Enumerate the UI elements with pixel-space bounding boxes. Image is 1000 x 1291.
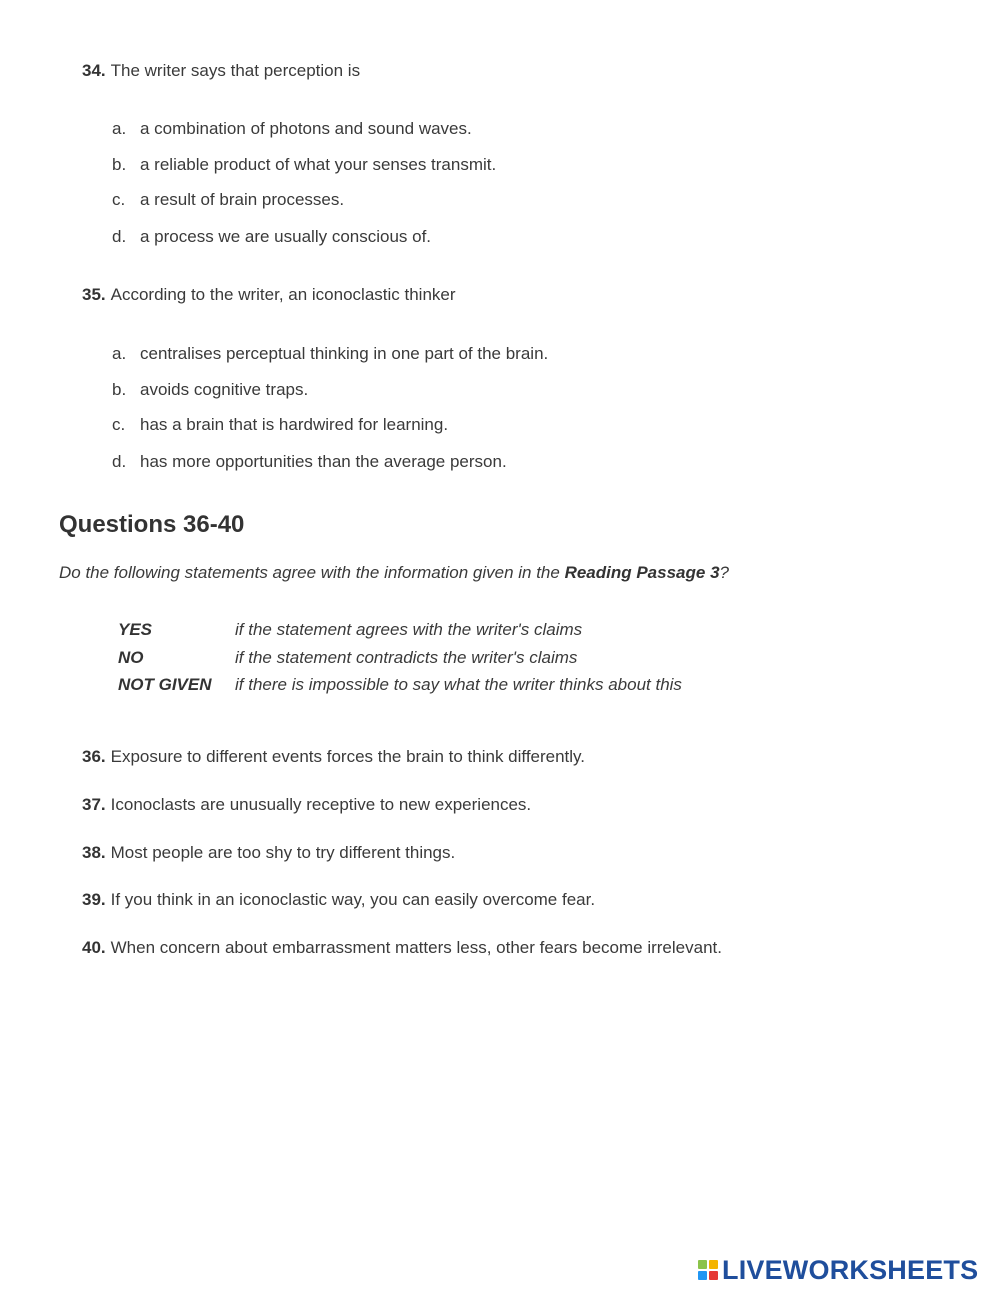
option-text: a reliable product of what your senses transmit. — [140, 155, 497, 174]
answer-key-meaning: if the statement contradicts the writer's claims — [235, 648, 578, 667]
answer-key-meaning: if the statement agrees with the writer's claims — [235, 620, 583, 639]
instruction-bold-text: Reading Passage 3 — [564, 563, 720, 582]
option-text: a result of brain processes. — [140, 190, 345, 209]
statement-36 — [82, 746, 585, 768]
answer-key-row — [118, 674, 682, 696]
question-34-option-c[interactable] — [112, 190, 344, 210]
option-text: avoids cognitive traps. — [140, 380, 309, 399]
question-35-stem — [82, 285, 456, 305]
statement-number: 39. — [82, 890, 106, 909]
question-text: According to the writer, an iconoclastic thinker — [110, 285, 456, 304]
statement-text: If you think in an iconoclastic way, you can easily overcome fear. — [110, 890, 596, 909]
liveworksheets-logo — [698, 1256, 978, 1284]
statement-39 — [82, 889, 595, 911]
statement-text: Most people are too shy to try different things. — [110, 843, 456, 862]
option-letter: d. — [112, 227, 127, 246]
question-35-option-a[interactable] — [112, 344, 548, 364]
option-text: a combination of photons and sound waves. — [140, 119, 472, 138]
option-letter: a. — [112, 119, 127, 138]
question-text: The writer says that perception is — [110, 61, 361, 80]
question-number: 35. — [82, 285, 106, 304]
statement-37 — [82, 794, 531, 816]
statement-number: 38. — [82, 843, 106, 862]
question-35-option-b[interactable] — [112, 380, 308, 400]
statement-text: Iconoclasts are unusually receptive to new experiences. — [110, 795, 532, 814]
option-letter: d. — [112, 452, 127, 471]
question-34-option-d[interactable] — [112, 227, 431, 247]
option-letter: b. — [112, 155, 127, 174]
instruction-end: ? — [719, 563, 729, 582]
statement-38 — [82, 842, 455, 864]
option-text: a process we are usually conscious of. — [140, 227, 432, 246]
option-text: has a brain that is hardwired for learning. — [140, 415, 449, 434]
question-35-option-d[interactable] — [112, 452, 507, 472]
question-34-option-a[interactable] — [112, 119, 472, 139]
logo-square — [698, 1260, 707, 1269]
logo-square — [709, 1260, 718, 1269]
answer-key-label: YES — [118, 620, 153, 639]
question-35-option-c[interactable] — [112, 415, 448, 435]
answer-key-label: NOT GIVEN — [118, 675, 212, 694]
statement-text: When concern about embarrassment matters less, other fears become irrelevant. — [110, 938, 722, 957]
option-letter: c. — [112, 415, 126, 434]
option-letter: b. — [112, 380, 127, 399]
answer-key-row — [118, 647, 577, 669]
statement-number: 37. — [82, 795, 106, 814]
question-34-option-b[interactable] — [112, 155, 496, 175]
option-letter: c. — [112, 190, 126, 209]
option-text: has more opportunities than the average person. — [140, 452, 507, 471]
answer-key-meaning: if there is impossible to say what the writer thinks about this — [235, 675, 682, 694]
answer-key-row — [118, 619, 582, 641]
logo-text: LIVEWORKSHEETS — [722, 1255, 979, 1285]
instruction-text: Do the following statements agree with the information given in the — [59, 563, 565, 582]
option-text: centralises perceptual thinking in one part of the brain. — [140, 344, 549, 363]
statement-number: 36. — [82, 747, 106, 766]
section-title: Questions 36-40 — [59, 511, 245, 538]
answer-key-label: NO — [118, 648, 144, 667]
option-letter: a. — [112, 344, 127, 363]
question-number: 34. — [82, 61, 106, 80]
logo-square — [698, 1271, 707, 1280]
statement-number: 40. — [82, 938, 106, 957]
logo-squares-icon — [698, 1260, 718, 1280]
question-34-stem — [82, 61, 360, 81]
logo-square — [709, 1271, 718, 1280]
section-instruction — [59, 562, 729, 584]
statement-text: Exposure to different events forces the brain to think differently. — [110, 747, 586, 766]
statement-40 — [82, 937, 722, 959]
